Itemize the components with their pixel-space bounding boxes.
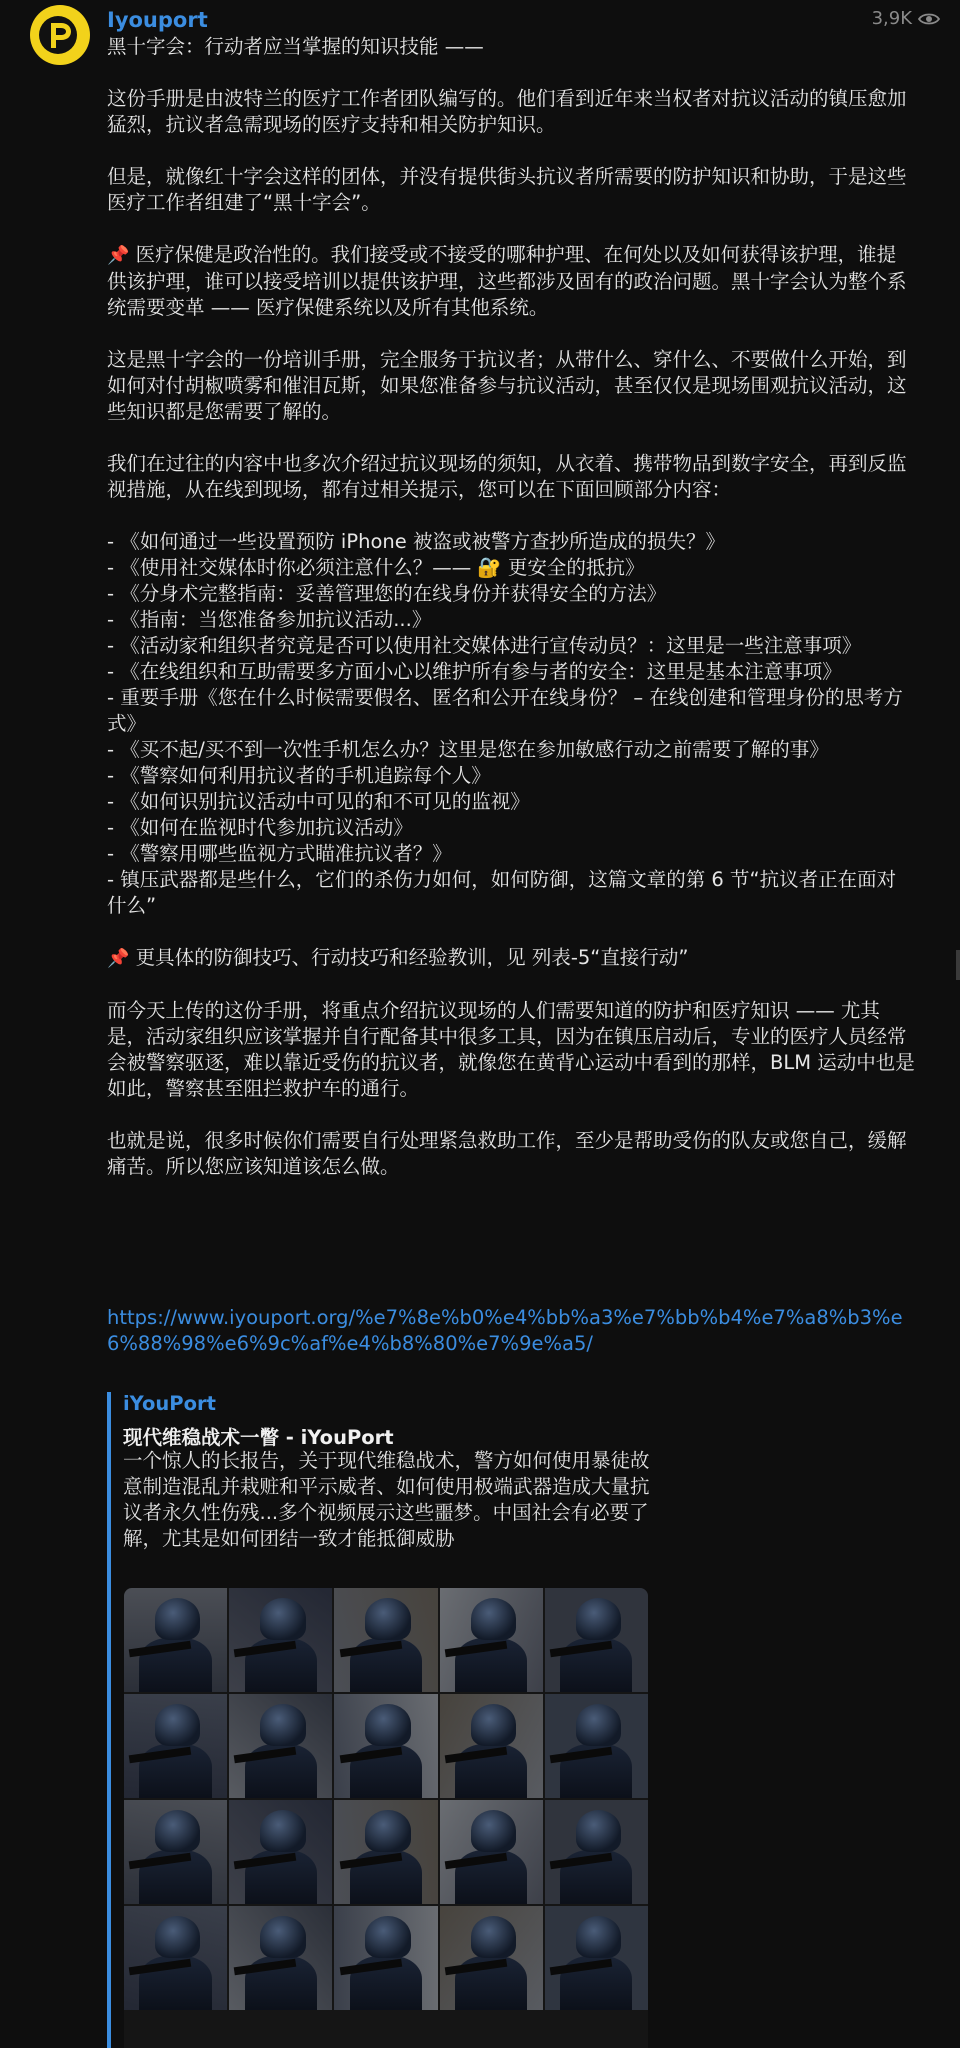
collage-photo (124, 1588, 227, 1692)
paragraph-5: 我们在过往的内容中也多次介绍过抗议现场的须知，从衣着、携带物品到数字安全，再到反监视措施，从在线到现场，都有过相关提示，您可以在下面回顾部分内容： (107, 452, 907, 501)
collage-photo (545, 1588, 648, 1692)
list-item: - 《警察用哪些监视方式瞄准抗议者？》 (107, 842, 452, 865)
channel-name[interactable]: Iyouport (107, 8, 208, 32)
paragraph-6 (107, 945, 915, 972)
collage-photo (440, 1588, 543, 1692)
list-item: - 《如何识别抗议活动中可见的和不可见的监视》 (107, 790, 530, 813)
list-item: - 《警察如何利用抗议者的手机追踪每个人》 (107, 764, 491, 787)
list-item: - 镇压武器都是些什么，它们的杀伤力如何，如何防御，这篇文章的第 6 节“抗议者正在面对什么” (107, 868, 897, 917)
collage-photo (334, 1906, 437, 2010)
link-preview[interactable] (107, 1392, 671, 2048)
preview-description: 一个惊人的长报告，关于现代维稳战术，警方如何使用暴徒故意制造混乱并栽赃和平示威者、如何使用极端武器造成大量抗议者永久性伤残...多个视频展示这些噩梦。中国社会有必要了解，尤其是如何团结一致才能抵御威胁 (123, 1449, 650, 1550)
collage-photo (440, 1906, 543, 2010)
collage-photo (545, 1800, 648, 1904)
message-body (107, 34, 915, 1180)
collage-photo (545, 1694, 648, 1798)
collage-photo (124, 1800, 227, 1904)
view-count-value: 3,9K (871, 8, 912, 29)
list-item: - 《活动家和组织者究竟是否可以使用社交媒体进行宣传动员？：这里是一些注意事项》 (107, 634, 862, 657)
paragraph-6-text: 更具体的防御技巧、行动技巧和经验教训，见 列表-5“直接行动” (135, 946, 689, 969)
view-count (872, 8, 940, 29)
collage-photo (334, 1800, 437, 1904)
collage-photo (440, 1694, 543, 1798)
preview-title: 现代维稳战术一瞥 - iYouPort (123, 1426, 394, 1449)
paragraph-2: 但是，就像红十字会这样的团体，并没有提供街头抗议者所需要的防护知识和协助，于是这些医疗工作者组建了“黑十字会”。 (107, 165, 907, 214)
list-item: - 《指南：当您准备参加抗议活动...》 (107, 608, 432, 631)
pin-icon: 📌 (107, 245, 130, 266)
collage-photo (229, 1588, 332, 1692)
pirate-flag-logo-icon (34, 9, 86, 61)
channel-avatar[interactable] (30, 5, 90, 65)
pin-icon: 📌 (107, 948, 130, 969)
preview-site-name: iYouPort (123, 1392, 216, 1415)
eye-icon (918, 11, 940, 27)
collage-photo (334, 1588, 437, 1692)
collage-photo (334, 1694, 437, 1798)
collage-photo (229, 1694, 332, 1798)
collage-photo (124, 1906, 227, 2010)
collage-photo (545, 1906, 648, 2010)
list-item: - 《使用社交媒体时你必须注意什么？—— 🔐 更安全的抵抗》 (107, 556, 645, 579)
list-item: - 《分身术完整指南：妥善管理您的在线身份并获得安全的方法》 (107, 582, 667, 605)
paragraph-3-text: 医疗保健是政治性的。我们接受或不接受的哪种护理、在何处以及如何获得该护理，谁提供该护理，谁可以接受培训以提供该护理，这些都涉及固有的政治问题。黑十字会认为整个系统需要变革 —— 医疗保健系统以及所有其他系统。 (107, 243, 907, 319)
preview-image-collage[interactable] (124, 1588, 648, 2048)
list-item: - 《如何通过一些设置预防 iPhone 被盗或被警方查抄所造成的损失？》 (107, 530, 725, 553)
list-item: - 《如何在监视时代参加抗议活动》 (107, 816, 413, 839)
article-link[interactable]: https://www.iyouport.org/%e7%8e%b0%e4%bb%a3%e7%bb%b4%e7%a8%b3%e6%88%98%e6%9c%af%e4%b8%80%e7%9e%a5/ (107, 1306, 903, 1355)
paragraph-8: 也就是说，很多时候你们需要自行处理紧急救助工作，至少是帮助受伤的队友或您自己，缓解痛苦。所以您应该知道该怎么做。 (107, 1129, 907, 1178)
collage-photo (440, 1800, 543, 1904)
message-heading: 黑十字会：行动者应当掌握的知识技能 —— (107, 35, 484, 58)
list-item: - 《在线组织和互助需要多方面小心以维护所有参与者的安全：这里是基本注意事项》 (107, 660, 842, 683)
collage-photo (124, 1694, 227, 1798)
paragraph-3 (107, 242, 915, 321)
scroll-indicator (956, 950, 960, 980)
collage-photo (229, 1906, 332, 2010)
list-item: - 重要手册《您在什么时候需要假名、匿名和公开在线身份？ – 在线创建和管理身份的思考方式》 (107, 686, 903, 735)
paragraph-4: 这是黑十字会的一份培训手册，完全服务于抗议者；从带什么、穿什么、不要做什么开始，到如何对付胡椒喷雾和催泪瓦斯，如果您准备参与抗议活动，甚至仅仅是现场围观抗议活动，这些知识都是您需要了解的。 (107, 348, 907, 423)
list-item: - 《买不起/买不到一次性手机怎么办？这里是您在参加敏感行动之前需要了解的事》 (107, 738, 829, 761)
paragraph-7: 而今天上传的这份手册，将重点介绍抗议现场的人们需要知道的防护和医疗知识 —— 尤其是，活动家组织应该掌握并自行配备其中很多工具，因为在镇压启动后，专业的医疗人员经常会被警察驱逐，难以靠近受伤的抗议者，就像您在黄背心运动中看到的那样，BLM 运动中也是如此，警察甚至阻拦救护车的通行。 (107, 999, 915, 1100)
paragraph-1: 这份手册是由波特兰的医疗工作者团队编写的。他们看到近年来当权者对抗议活动的镇压愈加猛烈，抗议者急需现场的医疗支持和相关防护知识。 (107, 87, 907, 136)
collage-photo (229, 1800, 332, 1904)
